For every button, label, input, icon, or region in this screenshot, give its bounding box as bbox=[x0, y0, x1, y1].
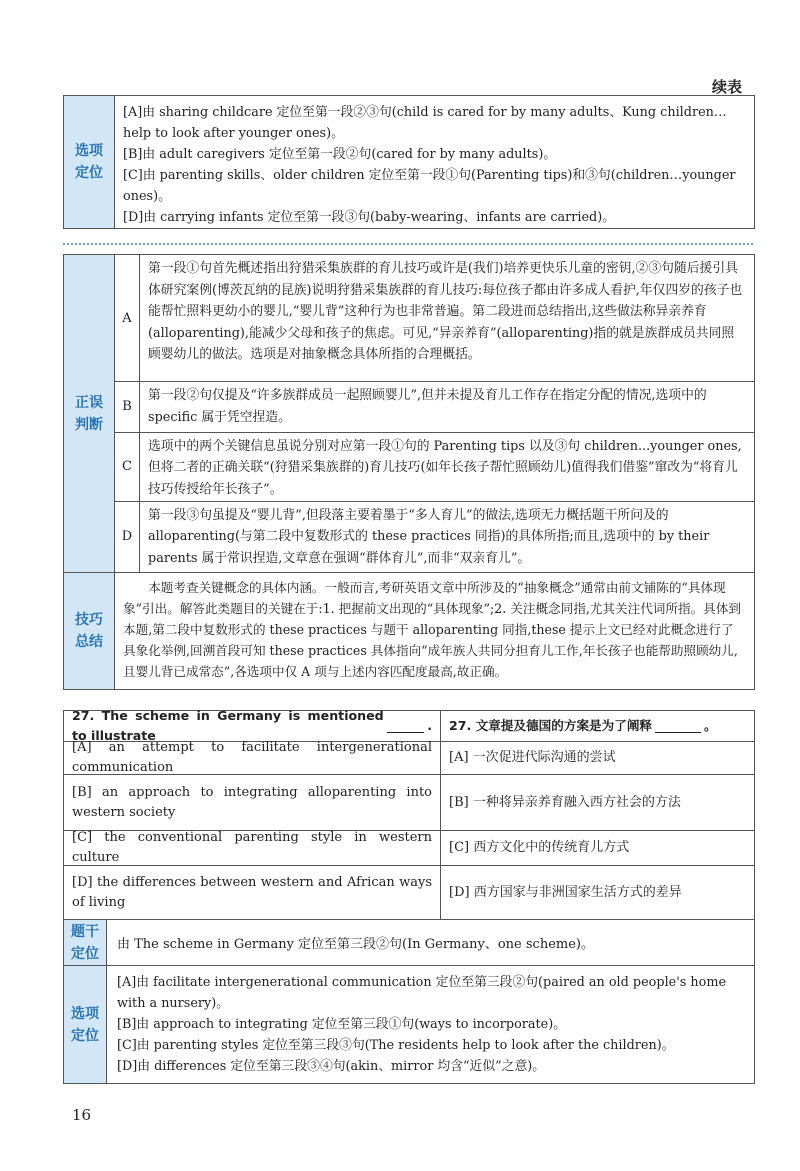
answer-blank bbox=[655, 720, 701, 733]
option-letter: A bbox=[115, 255, 140, 381]
judgement-list bbox=[115, 255, 754, 572]
option-location-line: [D]由 differences 定位至第三段③④句(akin、mirror 均含“近似”之意)。 bbox=[117, 1059, 546, 1074]
option-cn: [B] 一种将异亲养育融入西方社会的方法 bbox=[449, 794, 681, 810]
option-row bbox=[64, 831, 754, 866]
option-row bbox=[64, 866, 754, 920]
option-en: [B] an approach to integrating alloparenting into western society bbox=[64, 775, 441, 830]
judgement-section bbox=[64, 255, 754, 573]
option-cn: [C] 西方文化中的传统育儿方式 bbox=[449, 840, 630, 855]
option-cn: [D] 西方国家与非洲国家生活方式的差异 bbox=[449, 884, 682, 900]
continued-label: 续表 bbox=[711, 78, 742, 96]
question-en: 27. The scheme in Germany is mentioned to illustrate . bbox=[64, 711, 441, 741]
skills-summary-section bbox=[64, 573, 754, 689]
judgement-text: 第一段③句虽提及“婴儿背”,但段落主要着墨于“多人育儿”的做法,选项无力概括题干所问及的 alloparenting(与第二段中复数形式的 these practices 同指)的具体所指;而且,选项中的 by their parents 属于常识捏造,文章意在强调“群体育儿”,而非“双亲育儿”。 bbox=[148, 507, 710, 566]
judgement-item-a bbox=[115, 255, 754, 382]
option-location-line: [B]由 approach to integrating 定位至第三段①句(ways to incorporate)。 bbox=[117, 1017, 567, 1032]
question-grid bbox=[64, 708, 754, 920]
judgement-text: 第一段①句首先概述指出狩猎采集族群的育儿技巧或许是(我们)培养更快乐儿童的密钥,②③句随后援引具体研究案例(博茨瓦纳的昆族)说明狩猎采集族群的育儿技巧:每位孩子都由许多成人看护,年仅四岁的孩子也能帮忙照料更幼小的婴儿,“婴儿背”这种行为也非常普遍。第二段进而总结指出,这些做法称异亲养育(alloparenting),能减少父母和孩子的焦虑。可见,“异亲养育”(alloparenting)指的就是族群成员共同照顾婴幼儿的做法。选项是对抽象概念具体所指的合理概括。 bbox=[148, 261, 743, 362]
option-en: [C] the conventional parenting style in western culture bbox=[64, 831, 441, 865]
question-cn: 27. 文章提及德国的方案是为了阐释 。 bbox=[449, 718, 717, 733]
stem-location-section bbox=[64, 920, 754, 966]
option-location-section bbox=[64, 966, 754, 1083]
judgement-text: 第一段②句仅提及“许多族群成员一起照顾婴儿”,但并未提及育儿工作存在指定分配的情况,选项中的 specific 属于凭空捏造。 bbox=[148, 388, 707, 425]
option-letter: D bbox=[115, 502, 140, 573]
option-location-content bbox=[115, 96, 754, 228]
option-row bbox=[64, 742, 754, 775]
option-letter: C bbox=[115, 433, 140, 501]
option-cn: [A] 一次促进代际沟通的尝试 bbox=[449, 750, 616, 765]
judgement-label: 正误判断 bbox=[64, 255, 115, 572]
judgement-item-b bbox=[115, 382, 754, 432]
option-location-label: 选项定位 bbox=[64, 966, 107, 1083]
option-location-line: [A]由 sharing childcare 定位至第一段②③句(child is cared for by many adults、Kung children…help to look after younger ones)。 bbox=[123, 105, 727, 141]
judgement-item-d bbox=[115, 502, 754, 573]
skills-summary-text: 本题考查关键概念的具体内涵。一般而言,考研英语文章中所涉及的“抽象概念”通常由前文铺陈的“具体现象”引出。解答此类题目的关键在于:1. 把握前文出现的“具体现象”;2. 关注概念同指,尤其关注代词所指。具体到本题,第二段中复数形式的 these practices 与题干 alloparenting 同指,these 提示上文已经对此概念进行了具象化举例,回溯首段可知 these practices 具体指向“成年族人共同分担育儿工作,年长孩子也能帮助照顾幼儿,且婴儿背已成常态”,各选项中仅 A 项与上述内容匹配度最高,故正确。 bbox=[123, 580, 741, 679]
stem-location-label: 题干定位 bbox=[64, 920, 107, 965]
option-location-content bbox=[107, 966, 754, 1083]
judgement-text: 选项中的两个关键信息虽说分别对应第一段①句的 Parenting tips 以及③句 children...younger ones,但将二者的正确关联“(狩猎采集族群的)育儿技巧(如年长孩子帮忙照顾幼儿)值得我们借鉴”窜改为“将育儿技巧传授给年长孩子”。 bbox=[148, 438, 742, 497]
option-en: [D] the differences between western and African ways of living bbox=[64, 866, 441, 919]
option-location-block bbox=[63, 95, 755, 229]
option-location-line: [B]由 adult caregivers 定位至第一段②句(cared for by many adults)。 bbox=[123, 147, 557, 162]
question-27-block bbox=[63, 710, 755, 1084]
option-row bbox=[64, 775, 754, 831]
option-location-label: 选项定位 bbox=[64, 96, 115, 228]
option-location-line: [C]由 parenting styles 定位至第三段③句(The residents help to look after the children)。 bbox=[117, 1038, 675, 1053]
answer-blank bbox=[387, 720, 425, 733]
analysis-block bbox=[63, 254, 755, 690]
option-location-line: [C]由 parenting skills、older children 定位至第一段①句(Parenting tips)和③句(children…younger ones)。 bbox=[123, 168, 736, 204]
option-en: [A] an attempt to facilitate intergenerational communication bbox=[64, 742, 441, 774]
judgement-item-c bbox=[115, 433, 754, 502]
dotted-divider bbox=[63, 243, 753, 245]
option-letter: B bbox=[115, 382, 140, 431]
stem-location-text: 由 The scheme in Germany 定位至第三段②句(In Germany、one scheme)。 bbox=[117, 937, 594, 952]
option-location-line: [D]由 carrying infants 定位至第一段③句(baby-wearing、infants are carried)。 bbox=[123, 210, 615, 225]
option-location-line: [A]由 facilitate intergenerational communication 定位至第三段②句(paired an old people's home with a nursery)。 bbox=[117, 975, 727, 1011]
page-number: 16 bbox=[72, 1106, 92, 1124]
skills-summary-label: 技巧总结 bbox=[64, 573, 115, 689]
